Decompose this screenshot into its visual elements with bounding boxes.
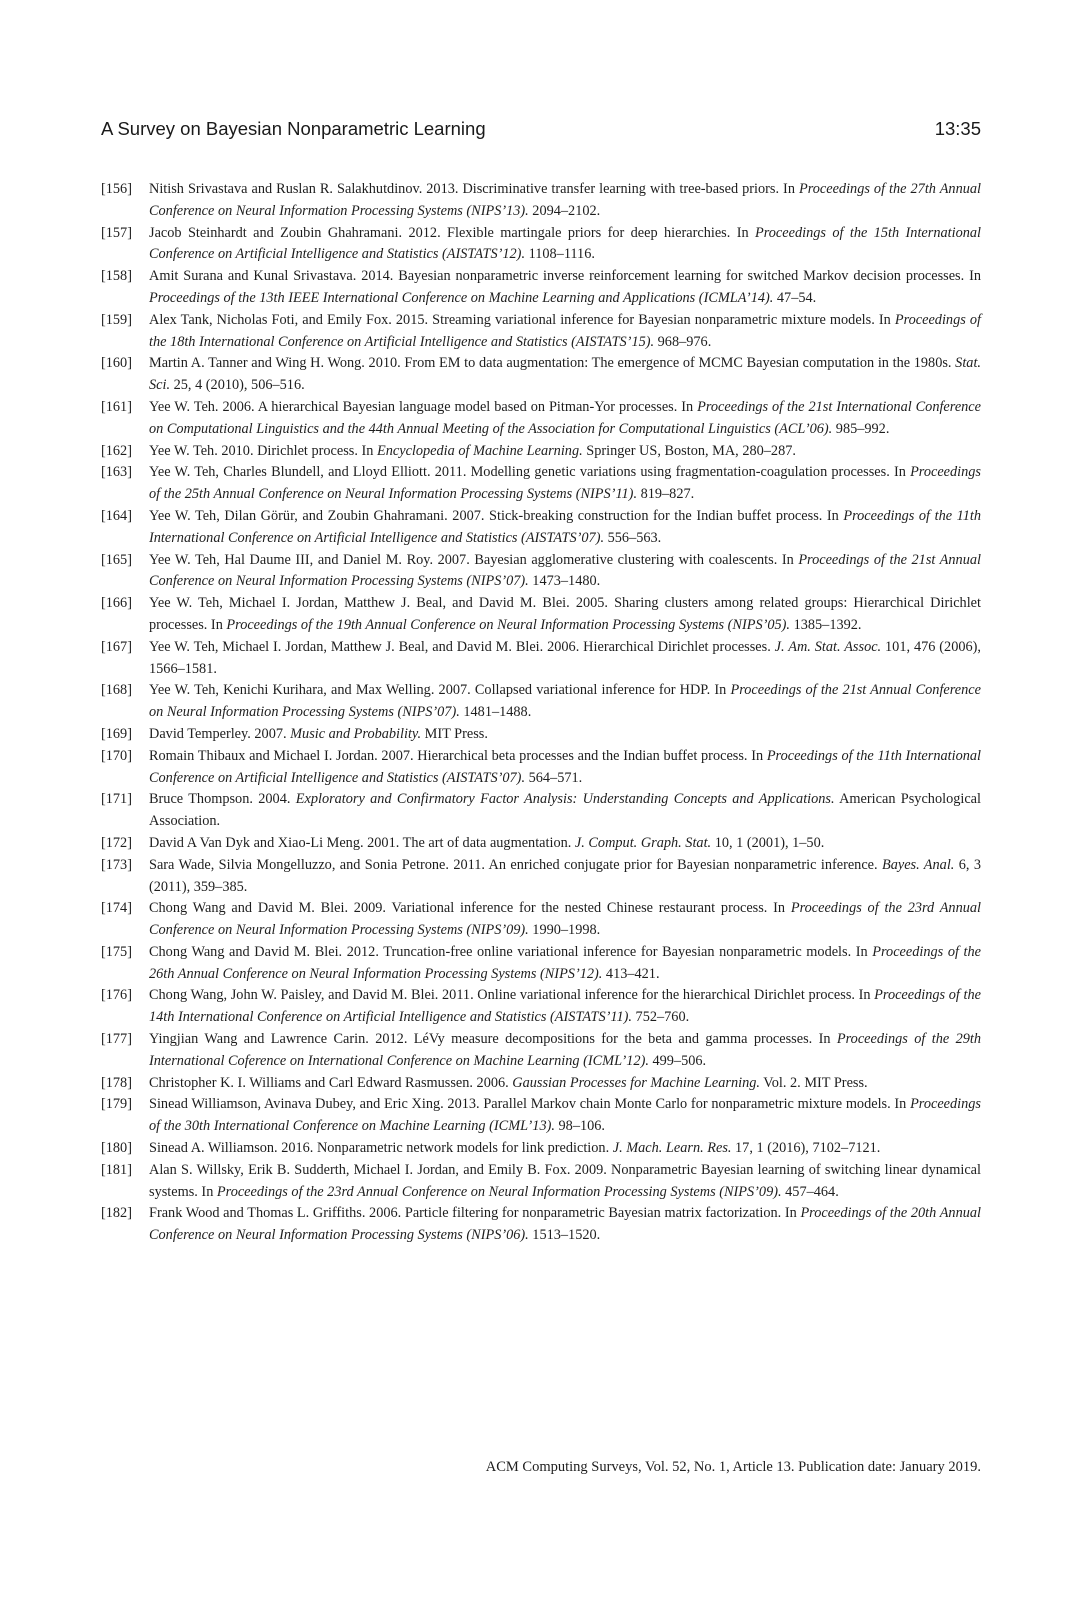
running-header xyxy=(101,118,981,140)
reference-venue: Proceedings of the 18th International Conference on Artificial Intelligence and Statistics (AISTATS’15). xyxy=(149,311,981,350)
reference-text xyxy=(149,550,981,594)
reference-text xyxy=(149,789,981,833)
reference-number: [161] xyxy=(101,398,132,415)
reference-venue: J. Mach. Learn. Res. xyxy=(612,1140,732,1157)
page-footer: ACM Computing Surveys, Vol. 52, No. 1, Article 13. Publication date: January 2019. xyxy=(485,1459,981,1475)
reference-number: [179] xyxy=(101,1096,132,1113)
reference-number: [159] xyxy=(101,311,132,328)
reference-entry xyxy=(101,746,981,790)
reference-text xyxy=(149,1094,981,1138)
reference-venue: Proceedings of the 29th International Coference on International Conference on Machine Learning (ICML’12). xyxy=(149,1031,981,1069)
reference-authors-title: Yee W. Teh, Michael I. Jordan, Matthew J. Beal, and David M. Blei. 2006. Hierarchical Dirichlet processes. xyxy=(149,638,775,655)
reference-pages: 25, 4 (2010), 506–516. xyxy=(170,377,305,394)
reference-pages: 101, 476 (2006), 1566–1581. xyxy=(149,638,981,677)
reference-authors-title: Alan S. Willsky, Erik B. Sudderth, Michael I. Jordan, and Emily B. Fox. 2009. Nonparametric Bayesian learning of switching linear dynamical systems. In xyxy=(149,1161,981,1200)
reference-venue: Proceedings of the 14th International Conference on Artificial Intelligence and Statistics (AISTATS’11). xyxy=(149,987,981,1026)
reference-entry xyxy=(101,942,981,986)
reference-number: [174] xyxy=(101,900,132,917)
reference-entry xyxy=(101,223,981,267)
reference-authors-title: Amit Surana and Kunal Srivastava. 2014. Bayesian nonparametric inverse reinforcement learning for switched Markov decision processes. In xyxy=(149,268,981,285)
reference-venue: Proceedings of the 23rd Annual Conference on Neural Information Processing Systems (NIPS’09). xyxy=(149,900,981,939)
reference-venue: Proceedings of the 19th Annual Conference on Neural Information Processing Systems (NIPS’05). xyxy=(226,616,791,633)
reference-venue: Proceedings of the 23rd Annual Conference on Neural Information Processing Systems (NIPS’09). xyxy=(216,1183,782,1200)
reference-text xyxy=(149,593,981,637)
reference-text xyxy=(149,1029,981,1073)
reference-entry xyxy=(101,1073,981,1095)
reference-entry xyxy=(101,310,981,354)
reference-authors-title: Yee W. Teh, Dilan Görür, and Zoubin Ghahramani. 2007. Stick-breaking construction for the Indian buffet process. In xyxy=(149,507,844,524)
reference-text xyxy=(149,179,981,223)
reference-entry xyxy=(101,593,981,637)
reference-authors-title: Yee W. Teh, Charles Blundell, and Lloyd Elliott. 2011. Modelling genetic variations using fragmentation-coagulation processes. In xyxy=(149,464,911,481)
reference-text xyxy=(149,1160,981,1204)
reference-authors-title: Jacob Steinhardt and Zoubin Ghahramani. 2012. Flexible martingale priors for deep hierarchies. In xyxy=(149,224,756,241)
reference-number: [157] xyxy=(101,224,132,241)
reference-number: [172] xyxy=(101,834,132,851)
reference-text xyxy=(149,1203,981,1247)
reference-text xyxy=(149,506,981,550)
reference-pages: 98–106. xyxy=(554,1118,605,1135)
reference-authors-title: Christopher K. I. Williams and Carl Edward Rasmussen. 2006. xyxy=(149,1074,513,1091)
reference-venue: Exploratory and Confirmatory Factor Analysis: Understanding Concepts and Applications. xyxy=(295,791,835,808)
reference-pages: 413–421. xyxy=(602,965,660,982)
reference-text xyxy=(149,310,981,354)
reference-pages: 1473–1480. xyxy=(528,573,601,590)
reference-entry xyxy=(101,1203,981,1247)
reference-pages: 1513–1520. xyxy=(528,1227,601,1244)
reference-pages: 17, 1 (2016), 7102–7121. xyxy=(731,1140,881,1157)
reference-pages: Springer US, Boston, MA, 280–287. xyxy=(582,442,796,459)
reference-authors-title: Sinead A. Williamson. 2016. Nonparametric network models for link prediction. xyxy=(149,1140,613,1157)
reference-venue: Proceedings of the 21st Annual Conference on Neural Information Processing Systems (NIPS’07). xyxy=(149,551,981,590)
reference-authors-title: David A Van Dyk and Xiao-Li Meng. 2001. The art of data augmentation. xyxy=(149,834,575,851)
reference-number: [182] xyxy=(101,1205,132,1222)
reference-entry xyxy=(101,1138,981,1160)
reference-text xyxy=(149,462,981,506)
reference-text xyxy=(149,1073,981,1095)
reference-text xyxy=(149,833,981,855)
reference-number: [180] xyxy=(101,1140,132,1157)
reference-pages: Vol. 2. MIT Press. xyxy=(759,1074,868,1091)
reference-number: [177] xyxy=(101,1031,132,1048)
reference-entry xyxy=(101,680,981,724)
reference-venue: Proceedings of the 20th Annual Conference on Neural Information Processing Systems (NIPS’06). xyxy=(149,1205,981,1244)
reference-entry xyxy=(101,724,981,746)
reference-text xyxy=(149,942,981,986)
reference-venue: Proceedings of the 15th International Conference on Artificial Intelligence and Statistics (AISTATS’12). xyxy=(149,224,981,263)
reference-entry xyxy=(101,1160,981,1204)
reference-authors-title: Bruce Thompson. 2004. xyxy=(149,791,296,808)
reference-pages: 10, 1 (2001), 1–50. xyxy=(711,834,825,851)
reference-number: [160] xyxy=(101,355,132,372)
reference-entry xyxy=(101,985,981,1029)
running-title: A Survey on Bayesian Nonparametric Learning xyxy=(101,118,486,139)
reference-authors-title: Sara Wade, Silvia Mongelluzzo, and Sonia Petrone. 2011. An enriched conjugate prior for Bayesian nonparametric inference. xyxy=(149,856,882,873)
reference-pages: 968–976. xyxy=(654,333,712,350)
reference-venue: Proceedings of the 25th Annual Conference on Neural Information Processing Systems (NIPS’11). xyxy=(149,464,981,503)
reference-authors-title: Chong Wang and David M. Blei. 2009. Variational inference for the nested Chinese restaurant process. In xyxy=(149,900,791,917)
reference-text xyxy=(149,724,981,746)
reference-entry xyxy=(101,637,981,681)
reference-authors-title: Yee W. Teh, Hal Daume III, and Daniel M. Roy. 2007. Bayesian agglomerative clustering with coalescents. In xyxy=(149,551,799,568)
reference-text xyxy=(149,855,981,899)
reference-pages: 6, 3 (2011), 359–385. xyxy=(149,856,981,895)
reference-authors-title: Nitish Srivastava and Ruslan R. Salakhutdinov. 2013. Discriminative transfer learning with tree-based priors. In xyxy=(149,181,799,197)
reference-number: [163] xyxy=(101,464,132,481)
reference-pages: 556–563. xyxy=(604,529,662,546)
reference-entry xyxy=(101,550,981,594)
reference-text xyxy=(149,746,981,790)
reference-pages: 499–506. xyxy=(648,1052,707,1069)
reference-pages: MIT Press. xyxy=(421,725,488,742)
reference-text xyxy=(149,985,981,1029)
reference-pages: 819–827. xyxy=(637,486,695,503)
reference-authors-title: Yee W. Teh. 2006. A hierarchical Bayesian language model based on Pitman-Yor processes. In xyxy=(149,398,698,415)
reference-text xyxy=(149,223,981,267)
reference-authors-title: Chong Wang, John W. Paisley, and David M. Blei. 2011. Online variational inference for the hierarchical Dirichlet process. In xyxy=(149,987,875,1004)
reference-pages: 985–992. xyxy=(832,420,890,437)
reference-pages: 1108–1116. xyxy=(525,246,595,263)
reference-venue: Bayes. Anal. xyxy=(881,856,955,873)
reference-authors-title: Alex Tank, Nicholas Foti, and Emily Fox. 2015. Streaming variational inference for Bayesian nonparametric mixture models. In xyxy=(149,311,895,328)
reference-venue: Music and Probability. xyxy=(290,725,422,742)
reference-text xyxy=(149,353,981,397)
reference-number: [173] xyxy=(101,856,132,873)
reference-number: [181] xyxy=(101,1161,132,1178)
reference-text xyxy=(149,266,981,310)
reference-venue: Proceedings of the 21st International Conference on Computational Linguistics and the 44th Annual Meeting of the Association for Computational Linguistics (ACL’06). xyxy=(149,398,982,437)
reference-pages: 752–760. xyxy=(631,1009,690,1026)
reference-text xyxy=(149,680,981,724)
reference-venue: Proceedings of the 30th International Conference on Machine Learning (ICML’13). xyxy=(149,1096,981,1135)
reference-venue: J. Am. Stat. Assoc. xyxy=(774,638,882,655)
reference-pages: 1990–1998. xyxy=(528,922,601,939)
reference-entry xyxy=(101,898,981,942)
reference-number: [178] xyxy=(101,1074,132,1091)
reference-pages: 1385–1392. xyxy=(790,616,862,633)
reference-venue: Stat. Sci. xyxy=(149,355,981,394)
reference-number: [171] xyxy=(101,791,132,808)
reference-pages: 457–464. xyxy=(781,1183,839,1200)
reference-number: [167] xyxy=(101,638,132,655)
reference-venue: Proceedings of the 13th IEEE International Conference on Machine Learning and Applications (ICMLA’14). xyxy=(149,289,774,306)
reference-number: [164] xyxy=(101,507,132,524)
reference-number: [168] xyxy=(101,682,132,699)
reference-pages: 47–54. xyxy=(773,289,817,306)
reference-text xyxy=(149,898,981,942)
reference-text xyxy=(149,637,981,681)
reference-pages: 564–571. xyxy=(525,769,583,786)
reference-entry xyxy=(101,833,981,855)
reference-authors-title: Romain Thibaux and Michael I. Jordan. 2007. Hierarchical beta processes and the Indian buffet process. In xyxy=(149,747,767,764)
reference-entry xyxy=(101,179,981,223)
reference-venue: Encyclopedia of Machine Learning. xyxy=(377,442,583,459)
reference-number: [158] xyxy=(101,268,132,285)
reference-pages: 2094–2102. xyxy=(528,202,601,219)
reference-number: [176] xyxy=(101,987,132,1004)
reference-venue: Proceedings of the 11th International Conference on Artificial Intelligence and Statistics (AISTATS’07). xyxy=(149,747,981,786)
reference-entry xyxy=(101,462,981,506)
reference-venue: J. Comput. Graph. Stat. xyxy=(574,834,712,851)
reference-entry xyxy=(101,353,981,397)
reference-pages: American Psychological Association. xyxy=(149,791,982,830)
reference-venue: Proceedings of the 27th Annual Conference on Neural Information Processing Systems (NIPS’13). xyxy=(149,181,981,219)
reference-list xyxy=(101,179,981,1247)
reference-authors-title: Yee W. Teh, Kenichi Kurihara, and Max Welling. 2007. Collapsed variational inference for HDP. In xyxy=(149,682,731,699)
reference-authors-title: David Temperley. 2007. xyxy=(149,725,291,742)
reference-entry xyxy=(101,1094,981,1138)
reference-entry xyxy=(101,441,981,463)
reference-entry xyxy=(101,397,981,441)
reference-text xyxy=(149,1138,981,1160)
reference-authors-title: Frank Wood and Thomas L. Griffiths. 2006. Particle filtering for nonparametric Bayesian matrix factorization. In xyxy=(149,1205,801,1222)
reference-number: [165] xyxy=(101,551,132,568)
reference-authors-title: Martin A. Tanner and Wing H. Wong. 2010. From EM to data augmentation: The emergence of MCMC Bayesian computation in the 1980s. xyxy=(149,355,956,372)
reference-entry xyxy=(101,855,981,899)
reference-entry xyxy=(101,1029,981,1073)
page-number: 13:35 xyxy=(934,118,981,139)
reference-number: [166] xyxy=(101,595,132,612)
reference-venue: Proceedings of the 21st Annual Conference on Neural Information Processing Systems (NIPS’07). xyxy=(149,682,981,721)
reference-text xyxy=(149,397,981,441)
reference-number: [162] xyxy=(101,442,132,459)
reference-number: [175] xyxy=(101,943,132,960)
reference-venue: Proceedings of the 11th International Conference on Artificial Intelligence and Statistics (AISTATS’07). xyxy=(149,507,981,546)
reference-venue: Proceedings of the 26th Annual Conference on Neural Information Processing Systems (NIPS’12). xyxy=(149,943,981,982)
reference-authors-title: Sinead Williamson, Avinava Dubey, and Eric Xing. 2013. Parallel Markov chain Monte Carlo for nonparametric mixture models. In xyxy=(149,1096,911,1113)
reference-entry xyxy=(101,266,981,310)
reference-authors-title: Chong Wang and David M. Blei. 2012. Truncation-free online variational inference for Bayesian nonparametric models. In xyxy=(149,943,873,960)
reference-authors-title: Yee W. Teh. 2010. Dirichlet process. In xyxy=(149,442,377,459)
reference-venue: Gaussian Processes for Machine Learning. xyxy=(512,1074,760,1091)
reference-pages: 1481–1488. xyxy=(459,704,532,721)
reference-number: [156] xyxy=(101,181,132,197)
reference-authors-title: Yingjian Wang and Lawrence Carin. 2012. LéVy measure decompositions for the beta and gamma processes. In xyxy=(149,1031,837,1048)
reference-entry xyxy=(101,506,981,550)
reference-number: [170] xyxy=(101,747,132,764)
reference-text xyxy=(149,441,981,463)
reference-authors-title: Yee W. Teh, Michael I. Jordan, Matthew J. Beal, and David M. Blei. 2005. Sharing clusters among related groups: Hierarchical Dirichlet processes. In xyxy=(149,595,981,633)
reference-number: [169] xyxy=(101,725,132,742)
reference-entry xyxy=(101,789,981,833)
